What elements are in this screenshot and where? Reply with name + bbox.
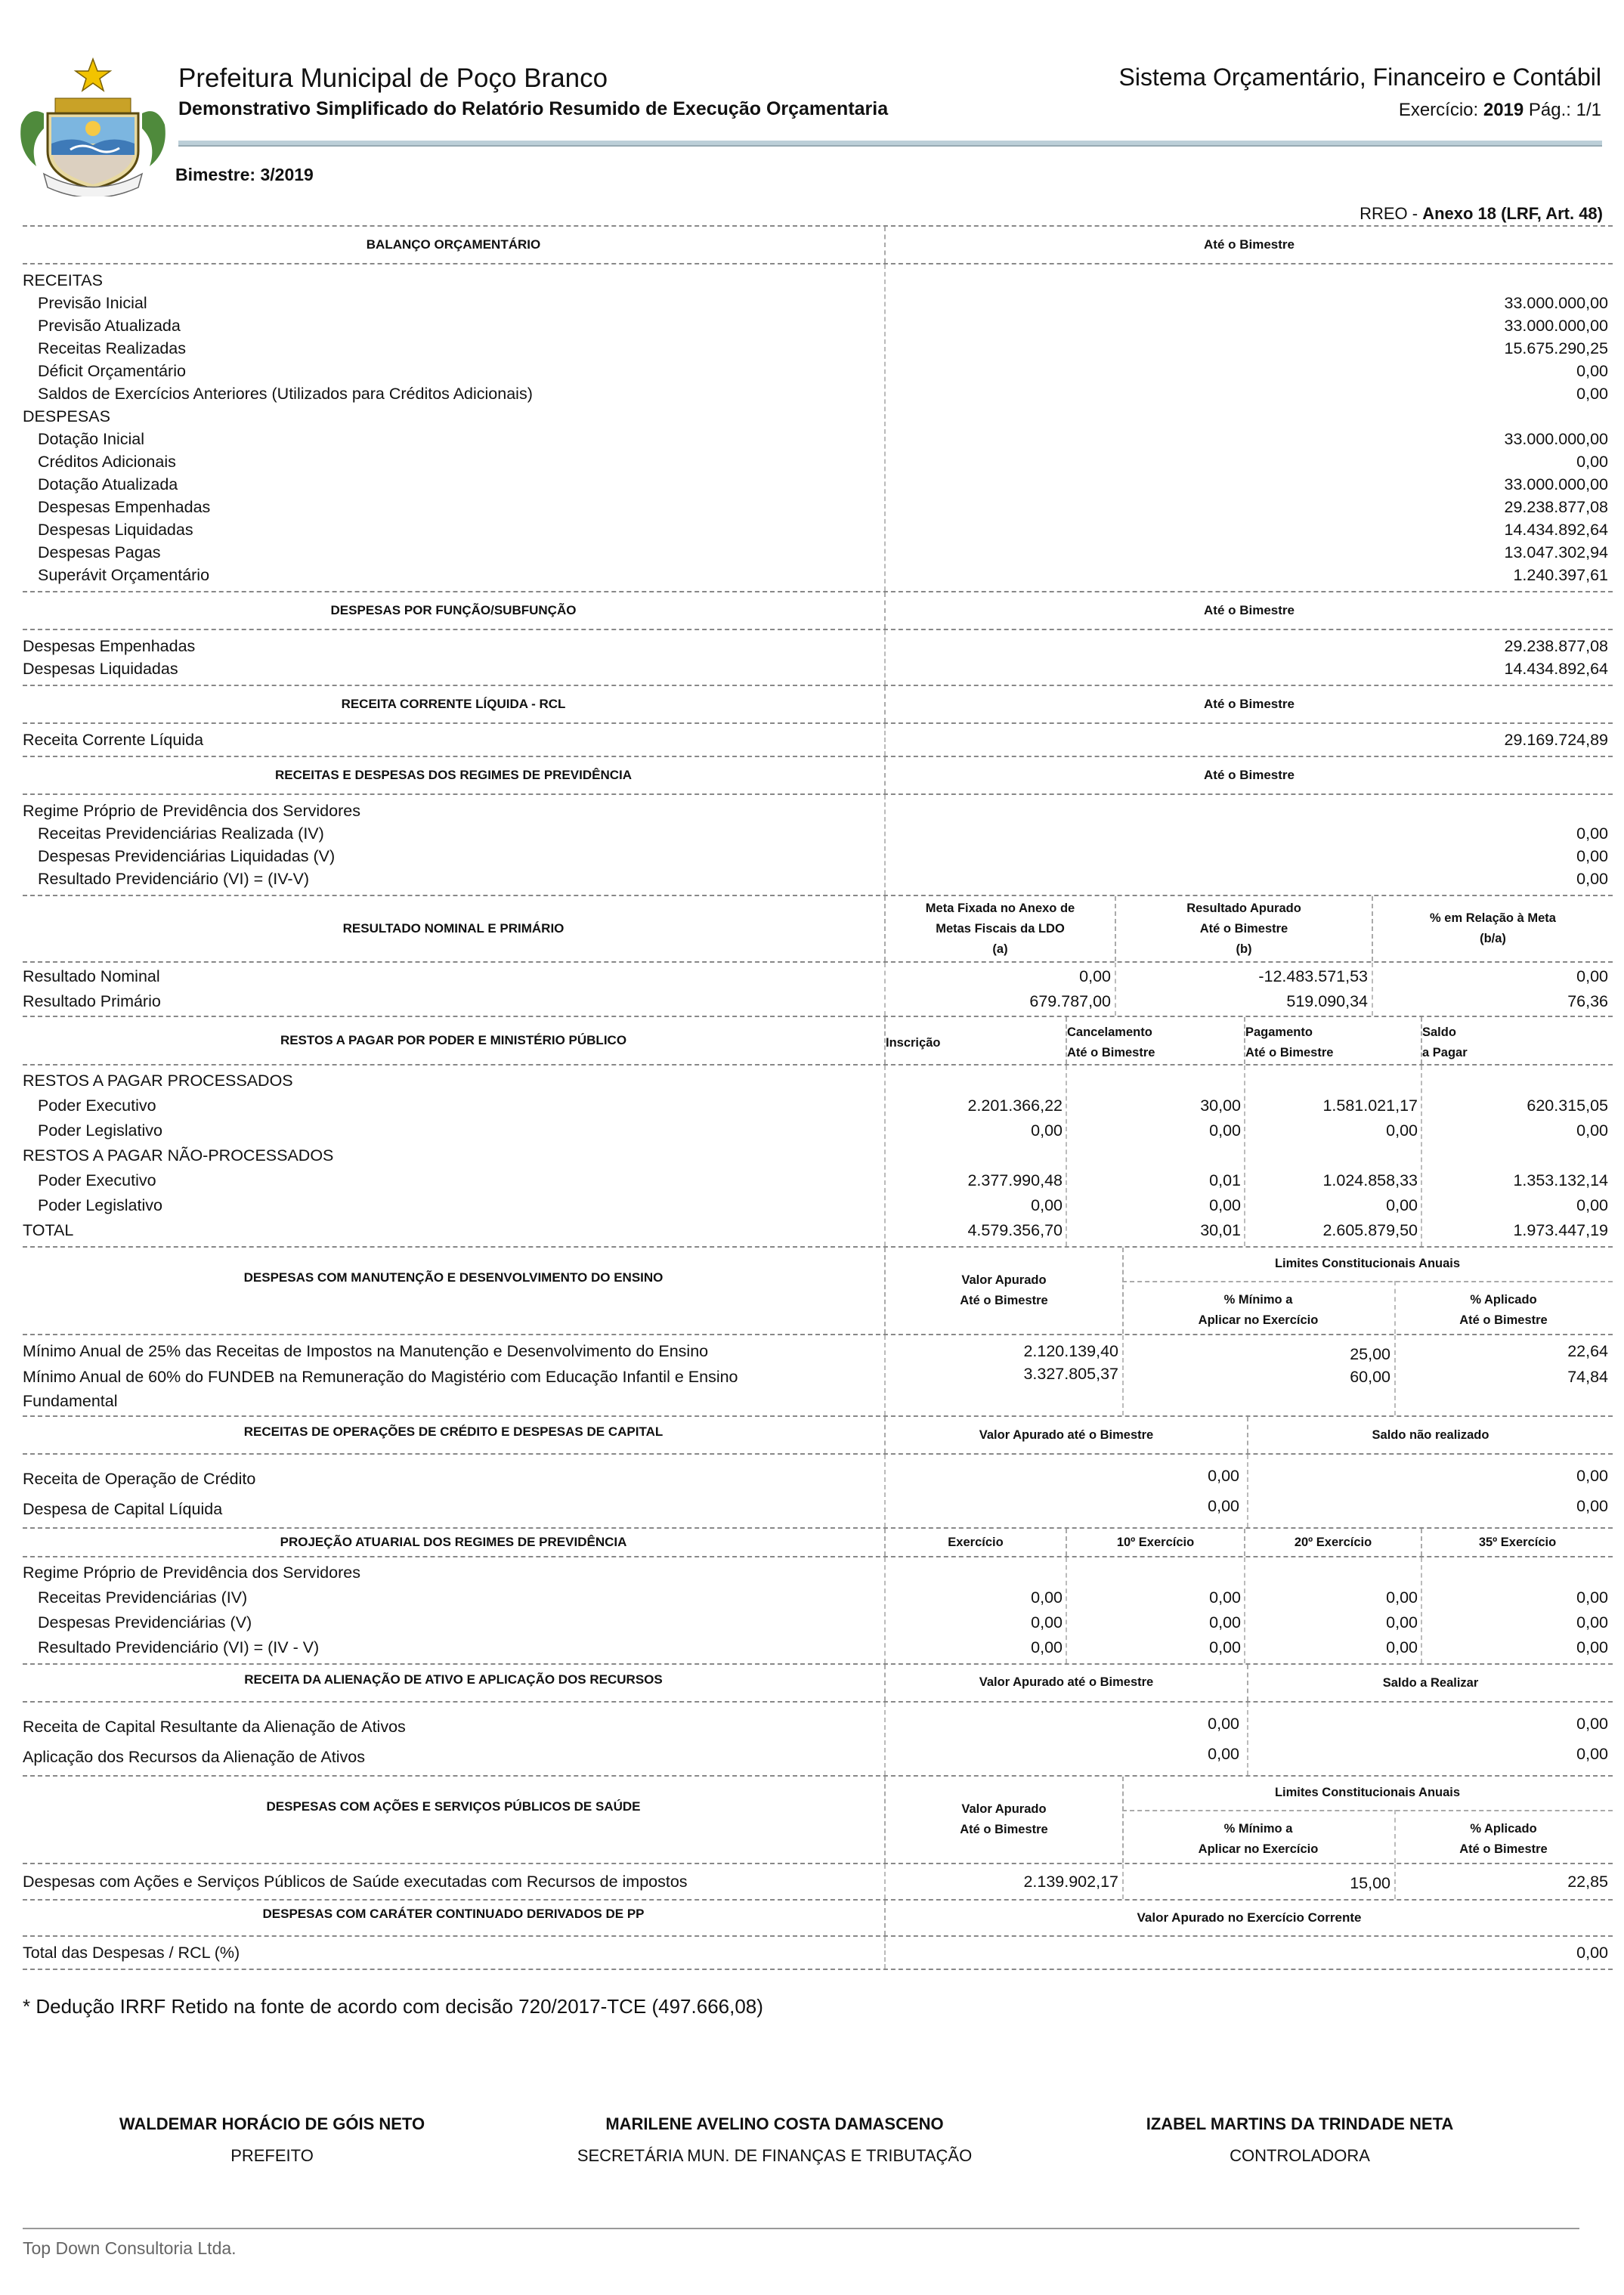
section-header-atuarial <box>23 1527 1613 1557</box>
municipal-coat-of-arms-logo <box>14 53 172 196</box>
column-header-10: 10º Exercício <box>1066 1529 1244 1556</box>
section-body-nominal <box>23 963 1613 1016</box>
annex-name: Anexo 18 (LRF, Art. 48) <box>1422 204 1603 223</box>
column-header: Até o Bimestre <box>884 686 1613 722</box>
limits-header: Limites Constitucionais Anuais <box>1274 1257 1461 1270</box>
column-header-saldo: Saldo a Pagar <box>1421 1017 1613 1064</box>
column-header-exercicio: Exercício <box>884 1529 1066 1556</box>
section-title: RECEITAS DE OPERAÇÕES DE CRÉDITO E DESPESAS DE CAPITAL <box>243 1424 664 1439</box>
bimester-label: Bimestre: 3/2019 <box>175 165 314 184</box>
column-header-saldo: Saldo a Realizar <box>1247 1665 1613 1701</box>
table-row: Poder Executivo 2.377.990,48 0,01 1.024.858,33 1.353.132,14 <box>38 1171 1608 1189</box>
table-row: Total das Despesas / RCL (%) 0,00 <box>23 1944 1608 1962</box>
group-label: DESPESAS <box>23 407 110 425</box>
column-header-resultado: Resultado Apurado Até o Bimestre (b) <box>1115 896 1372 961</box>
table-row: Aplicação dos Recursos da Alienação de Ativos 0,00 0,00 <box>23 1745 1608 1766</box>
limits-header: Limites Constitucionais Anuais <box>1274 1786 1461 1799</box>
table-row: Poder Executivo 2.201.366,22 30,00 1.581.021,17 620.315,05 <box>38 1096 1608 1115</box>
table-row: Saldos de Exercícios Anteriores (Utilizados para Créditos Adicionais) 0,00 <box>38 385 1608 403</box>
column-header: Até o Bimestre <box>884 757 1613 793</box>
column-header: Até o Bimestre <box>884 592 1613 629</box>
table-row: Déficit Orçamentário 0,00 <box>38 362 1608 380</box>
section-title: RECEITA DA ALIENAÇÃO DE ATIVO E APLICAÇÃO DOS RECURSOS <box>244 1672 663 1687</box>
table-row: Despesas Liquidadas 14.434.892,64 <box>38 521 1608 539</box>
annex-prefix: RREO - <box>1360 204 1423 223</box>
group-label: RESTOS A PAGAR PROCESSADOS <box>23 1072 293 1090</box>
section-header-restos <box>23 1016 1613 1066</box>
section-header-alienacao <box>23 1663 1613 1703</box>
section-body-atuarial <box>23 1557 1613 1663</box>
section-title: BALANÇO ORÇAMENTÁRIO <box>366 237 541 252</box>
page-number: Pág.: 1/1 <box>1528 100 1601 120</box>
section-title: PROJEÇÃO ATUARIAL DOS REGIMES DE PREVIDÊNCIA <box>280 1535 627 1549</box>
system-name: Sistema Orçamentário, Financeiro e Contábil <box>1118 63 1601 91</box>
header-divider-bar <box>178 141 1602 147</box>
column-header-35: 35º Exercício <box>1421 1529 1613 1556</box>
table-row: Despesas Empenhadas 29.238.877,08 <box>38 498 1608 516</box>
table-row: Receita de Capital Resultante da Alienação de Ativos 0,00 0,00 <box>23 1715 1608 1736</box>
signatory-name: WALDEMAR HORÁCIO DE GÓIS NETO <box>119 2114 425 2133</box>
column-header-aplicado: % Aplicado Até o Bimestre <box>1459 1822 1548 1856</box>
table-row: Despesas Empenhadas 29.238.877,08 <box>23 637 1608 655</box>
report-header <box>0 0 1624 196</box>
section-title: RESULTADO NOMINAL E PRIMÁRIO <box>342 921 565 936</box>
section-header-ensino <box>23 1246 1613 1335</box>
signature-secretaria <box>548 2114 1001 2166</box>
table-row: Resultado Primário 679.787,00 519.090,34 76,36 <box>23 992 1608 1010</box>
table-row: Receitas Realizadas 15.675.290,25 <box>38 339 1608 357</box>
section-title: DESPESAS POR FUNÇÃO/SUBFUNÇÃO <box>330 603 577 617</box>
signatory-name: IZABEL MARTINS DA TRINDADE NETA <box>1146 2114 1454 2133</box>
signatory-role: CONTROLADORA <box>1230 2146 1370 2165</box>
section-title: RECEITA CORRENTE LÍQUIDA - RCL <box>341 697 566 711</box>
section-body-restos <box>23 1066 1613 1246</box>
table-row: Receita de Operação de Crédito 0,00 0,00 <box>23 1467 1608 1488</box>
table-row: Mínimo Anual de 25% das Receitas de Impostos na Manutenção e Desenvolvimento do Ensino 2.120.139,40 25,00 22,64 <box>23 1342 1608 1363</box>
table-row: Mínimo Anual de 60% do FUNDEB na Remuneração do Magistério com Educação Infantil e Ensino 3.327.805,37 60,00 74,84 <box>23 1365 1608 1386</box>
footer-divider <box>23 2228 1579 2229</box>
signature-controladora <box>1073 2114 1527 2166</box>
section-body-funcao <box>23 630 1613 685</box>
section-header-rcl <box>23 685 1613 724</box>
column-header-pagamento: Pagamento Até o Bimestre <box>1244 1017 1421 1064</box>
column-header: Até o Bimestre <box>884 227 1613 263</box>
table-row: Receita Corrente Líquida 29.169.724,89 <box>23 731 1608 749</box>
exercise-label: Exercício: <box>1398 100 1479 120</box>
total-row: TOTAL 4.579.356,70 30,01 2.605.879,50 1.973.447,19 <box>23 1221 1608 1239</box>
group-label: Regime Próprio de Previdência dos Servidores <box>23 1564 360 1582</box>
report-body <box>23 225 1613 1970</box>
section-header-continuado <box>23 1899 1613 1937</box>
table-row: Previsão Inicial 33.000.000,00 <box>38 294 1608 312</box>
column-header-aplicado: % Aplicado Até o Bimestre <box>1459 1293 1548 1327</box>
signature-prefeito <box>45 2114 499 2166</box>
table-row: Resultado Nominal 0,00 -12.483.571,53 0,00 <box>23 967 1608 985</box>
table-row: Despesa de Capital Líquida 0,00 0,00 <box>23 1497 1608 1518</box>
column-header-20: 20º Exercício <box>1244 1529 1421 1556</box>
section-body-saude <box>23 1864 1613 1899</box>
group-label: Regime Próprio de Previdência dos Servidores <box>23 802 360 820</box>
column-header-minimo: % Mínimo a Aplicar no Exercício <box>1198 1293 1319 1327</box>
table-row: Despesas Pagas 13.047.302,94 <box>38 543 1608 561</box>
table-row: Previsão Atualizada 33.000.000,00 <box>38 317 1608 335</box>
signatory-role: SECRETÁRIA MUN. DE FINANÇAS E TRIBUTAÇÃO <box>577 2146 973 2165</box>
exercise-year: 2019 <box>1483 100 1524 120</box>
signatory-name: MARILENE AVELINO COSTA DAMASCENO <box>605 2114 944 2133</box>
column-header-saldo: Saldo não realizado <box>1247 1417 1613 1453</box>
section-header-saude <box>23 1775 1613 1864</box>
document-title: Demonstrativo Simplificado do Relatório Resumido de Execução Orçamentaria <box>178 98 889 119</box>
table-row: Resultado Previdenciário (VI) = (IV - V) 0,00 0,00 0,00 0,00 <box>38 1638 1608 1656</box>
column-header-percent: % em Relação à Meta (b/a) <box>1372 896 1613 961</box>
column-header-valor: Valor Apurado Até o Bimestre <box>884 1248 1122 1334</box>
annex-reference <box>1360 204 1603 224</box>
table-row: Créditos Adicionais 0,00 <box>38 453 1608 471</box>
table-row: Dotação Inicial 33.000.000,00 <box>38 430 1608 448</box>
table-row: Poder Legislativo 0,00 0,00 0,00 0,00 <box>38 1121 1608 1140</box>
table-row: Despesas Liquidadas 14.434.892,64 <box>23 660 1608 678</box>
section-header-nominal <box>23 895 1613 963</box>
section-body-credito <box>23 1455 1613 1527</box>
section-title: RESTOS A PAGAR POR PODER E MINISTÉRIO PÚBLICO <box>280 1033 627 1047</box>
column-header-valor: Valor Apurado Até o Bimestre <box>884 1777 1122 1863</box>
column-header-valor: Valor Apurado até o Bimestre <box>884 1665 1247 1701</box>
section-header-funcao <box>23 591 1613 630</box>
section-title: DESPESAS COM AÇÕES E SERVIÇOS PÚBLICOS DE SAÚDE <box>266 1799 641 1814</box>
section-title: DESPESAS COM MANUTENÇÃO E DESENVOLVIMENTO DO ENSINO <box>243 1270 664 1285</box>
section-header-previdencia <box>23 756 1613 795</box>
section-title: DESPESAS COM CARÁTER CONTINUADO DERIVADOS DE PP <box>262 1907 645 1921</box>
section-body-continuado <box>23 1937 1613 1970</box>
column-header-cancelamento: Cancelamento Até o Bimestre <box>1066 1017 1244 1064</box>
column-header-meta: Meta Fixada no Anexo de Metas Fiscais da LDO (a) <box>884 896 1115 961</box>
section-body-ensino: Mínimo Anual de 25% das Receitas de Impostos na Manutenção e Desenvolvimento do Ensino 2.120.139,40 25,00 22,64 Mínimo Anual de 60% do FUNDEB na Remuneração do Magistério com Educação Infantil e Ensino 3.327.805,37 60,00 74,84 Fundamental <box>23 1335 1613 1415</box>
table-row: Despesas Previdenciárias (V) 0,00 0,00 0,00 0,00 <box>38 1613 1608 1632</box>
table-row: Superávit Orçamentário 1.240.397,61 <box>38 566 1608 584</box>
section-title: RECEITAS E DESPESAS DOS REGIMES DE PREVIDÊNCIA <box>275 768 632 782</box>
group-label: RECEITAS <box>23 271 103 289</box>
table-row: Poder Legislativo 0,00 0,00 0,00 0,00 <box>38 1196 1608 1214</box>
table-row: Dotação Atualizada 33.000.000,00 <box>38 475 1608 493</box>
section-body-balanco <box>23 264 1613 591</box>
table-row: Resultado Previdenciário (VI) = (IV-V) 0,00 <box>38 870 1608 888</box>
section-body-previdencia <box>23 795 1613 895</box>
table-row: Despesas com Ações e Serviços Públicos de Saúde executadas com Recursos de impostos 2.139.902,17 15,00 22,85 <box>23 1873 1608 1892</box>
column-header-valor: Valor Apurado até o Bimestre <box>884 1417 1247 1453</box>
table-row: Receitas Previdenciárias Realizada (IV) 0,00 <box>38 824 1608 843</box>
section-body-alienacao <box>23 1703 1613 1775</box>
municipality-name: Prefeitura Municipal de Poço Branco <box>178 63 608 93</box>
group-label: RESTOS A PAGAR NÃO-PROCESSADOS <box>23 1146 334 1165</box>
section-header-balanco <box>23 225 1613 264</box>
signatory-role: PREFEITO <box>230 2146 314 2165</box>
column-header: Valor Apurado no Exercício Corrente <box>884 1901 1613 1935</box>
company-name: Top Down Consultoria Ltda. <box>23 2238 237 2258</box>
section-header-credito <box>23 1415 1613 1455</box>
table-row: Receitas Previdenciárias (IV) 0,00 0,00 0,00 0,00 <box>38 1588 1608 1607</box>
exercise-and-page <box>1399 100 1601 121</box>
column-header-inscricao: Inscrição <box>884 1017 1066 1064</box>
footnote: * Dedução IRRF Retido na fonte de acordo com decisão 720/2017-TCE (497.666,08) <box>23 1995 763 2018</box>
section-body-rcl <box>23 724 1613 756</box>
table-row: Despesas Previdenciárias Liquidadas (V) 0,00 <box>38 847 1608 865</box>
column-header-minimo: % Mínimo a Aplicar no Exercício <box>1198 1822 1319 1856</box>
